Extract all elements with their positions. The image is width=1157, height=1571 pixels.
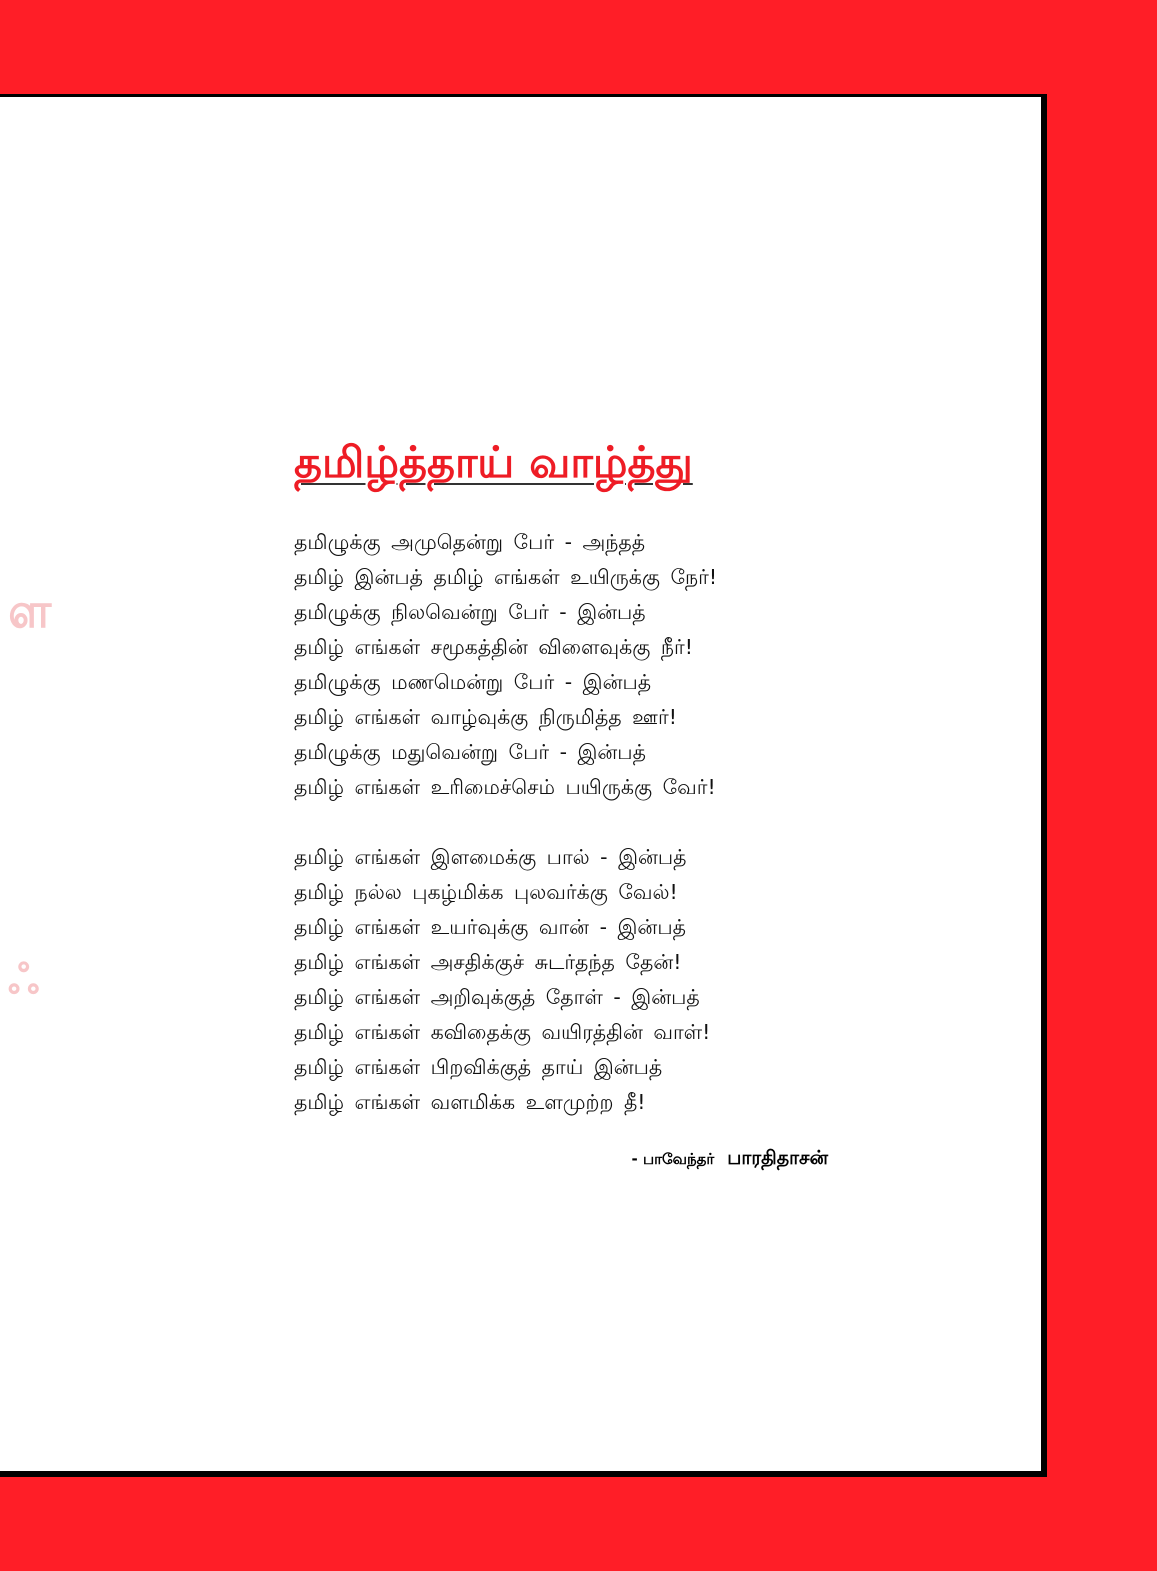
poem-line: தமிழ் எங்கள் வாழ்வுக்கு நிருமித்த ஊர்!: [294, 705, 677, 729]
poem-line: தமிழ் எங்கள் பிறவிக்குத் தாய் இன்பத்: [294, 1055, 663, 1079]
watermark-glyph: ள: [8, 583, 52, 639]
poem-line: தமிழ் எங்கள் வளமிக்க உளமுற்ற தீ!: [294, 1090, 646, 1114]
poem-line: தமிழ் எங்கள் உரிமைச்செம் பயிருக்கு வேர்!: [294, 775, 716, 799]
document-page: [0, 97, 1041, 1471]
poem-line: தமிழுக்கு நிலவென்று பேர் - இன்பத்: [294, 600, 646, 624]
poem-line: தமிழ் எங்கள் இளமைக்கு பால் - இன்பத்: [294, 845, 687, 869]
author-name: பாரதிதாசன்: [727, 1147, 828, 1169]
attribution-prefix: - பாவேந்தர்: [631, 1150, 715, 1168]
poem-line: தமிழ் எங்கள் கவிதைக்கு வயிரத்தின் வாள்!: [294, 1020, 711, 1044]
watermark-glyph: ஃ: [8, 957, 40, 1003]
attribution: [558, 1147, 828, 1172]
poem-line: தமிழுக்கு மதுவென்று பேர் - இன்பத்: [294, 740, 646, 764]
stanza-1: [294, 525, 854, 805]
poem-line: தமிழ் எங்கள் அசதிக்குச் சுடர்தந்த தேன்!: [294, 950, 682, 974]
poem-line: தமிழ் எங்கள் சமூகத்தின் விளைவுக்கு நீர்!: [294, 635, 693, 659]
poem-line: தமிழ் எங்கள் அறிவுக்குத் தோள் - இன்பத்: [294, 985, 700, 1009]
poem-line: தமிழுக்கு அமுதென்று பேர் - அந்தத்: [294, 530, 646, 554]
poem-line: தமிழ் இன்பத் தமிழ் எங்கள் உயிருக்கு நேர்!: [294, 565, 718, 589]
poem-line: தமிழுக்கு மணமென்று பேர் - இன்பத்: [294, 670, 652, 694]
poem: [294, 525, 854, 1120]
stanza-2: [294, 840, 854, 1120]
poem-line: தமிழ் எங்கள் உயர்வுக்கு வான் - இன்பத்: [294, 915, 686, 939]
page-title: தமிழ்த்தாய் வாழ்த்து: [294, 438, 693, 488]
poem-line: தமிழ் நல்ல புகழ்மிக்க புலவர்க்கு வேல்!: [294, 880, 678, 904]
